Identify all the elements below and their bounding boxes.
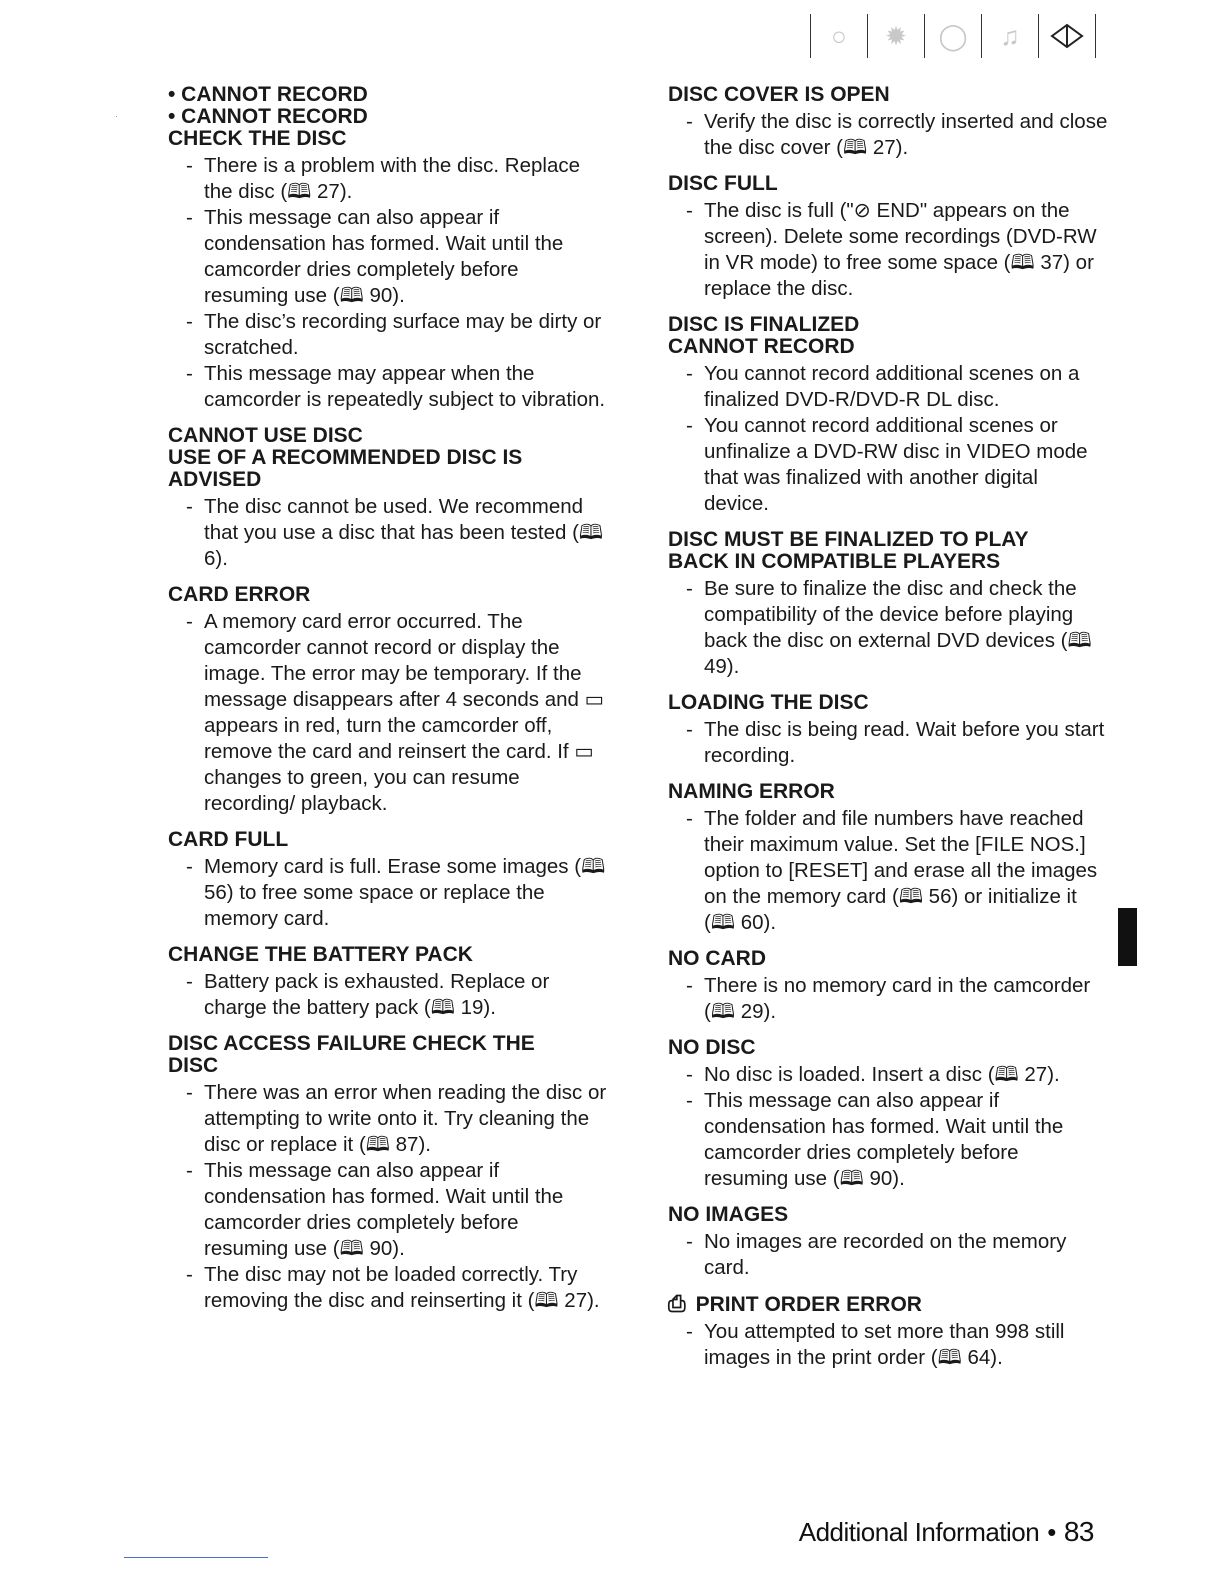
message-heading-text: ADVISED	[168, 468, 262, 491]
message-heading	[168, 447, 608, 469]
message-entry	[668, 692, 1108, 769]
message-heading-text: DISC	[168, 1054, 219, 1077]
message-heading-text: DISC IS FINALIZED	[668, 313, 860, 336]
message-heading	[668, 173, 1108, 195]
left-column	[168, 84, 608, 1326]
scan-speck	[116, 116, 117, 117]
message-heading	[168, 584, 608, 606]
message-heading-text: CHANGE THE BATTERY PACK	[168, 943, 473, 966]
camera-icon[interactable]: ○	[810, 14, 867, 58]
message-entry	[168, 84, 608, 413]
message-heading	[668, 1204, 1108, 1226]
message-entry	[668, 1204, 1108, 1281]
explanation-item: - No images are recorded on the memory card.	[668, 1229, 1108, 1281]
explanation-item: - There is a problem with the disc. Replace the disc (🕮 27).	[168, 153, 608, 205]
message-explanations	[668, 109, 1108, 161]
footer-bullet: •	[1047, 1517, 1056, 1547]
book-icon-graphic	[1049, 22, 1085, 50]
message-heading	[668, 314, 1108, 336]
message-explanations	[668, 1229, 1108, 1281]
message-explanations	[668, 717, 1108, 769]
explanation-item: - You attempted to set more than 998 still images in the print order (🕮 64).	[668, 1319, 1108, 1371]
message-entry	[668, 314, 1108, 517]
message-entry	[168, 584, 608, 817]
message-heading-text: LOADING THE DISC	[668, 691, 869, 714]
message-heading	[168, 106, 608, 128]
explanation-item: - Verify the disc is correctly inserted and close the disc cover (🕮 27).	[668, 109, 1108, 161]
explanation-item: - Battery pack is exhausted. Replace or charge the battery pack (🕮 19).	[168, 969, 608, 1021]
message-heading-text: DISC FULL	[668, 172, 778, 195]
message-heading	[168, 84, 608, 106]
message-entry	[668, 781, 1108, 936]
message-heading	[668, 1037, 1108, 1059]
printer-icon: ⎙	[668, 1291, 686, 1316]
message-entry	[168, 829, 608, 932]
explanation-item: - There was an error when reading the disc or attempting to write onto it. Try cleaning the disc or replace it (🕮 87).	[168, 1080, 608, 1158]
settings-icon[interactable]: ✹	[867, 14, 924, 58]
disc-icon[interactable]: ◯	[924, 14, 981, 58]
message-explanations	[168, 1080, 608, 1314]
explanation-item: - A memory card error occurred. The camcorder cannot record or display the image. The error may be temporary. If the message disappears after 4 seconds and ▭ appears in red, turn the camcorder off, remove the card and reinsert the card. If ▭ changes to green, you can resume recording/ playback.	[168, 609, 608, 817]
explanation-item: - You cannot record additional scenes or unfinalize a DVD-RW disc in VIDEO mode that was finalized with another digital device.	[668, 413, 1108, 517]
message-explanations	[668, 806, 1108, 936]
explanation-item: - This message can also appear if condensation has formed. Wait until the camcorder dries completely before resuming use (🕮 90).	[168, 1158, 608, 1262]
message-heading	[168, 829, 608, 851]
message-heading	[168, 425, 608, 447]
message-explanations	[168, 609, 608, 817]
message-entry	[668, 1037, 1108, 1192]
message-explanations	[668, 361, 1108, 517]
message-heading-text: DISC COVER IS OPEN	[668, 83, 890, 106]
explanation-item: - Memory card is full. Erase some images (🕮 56) to free some space or replace the memory card.	[168, 854, 608, 932]
sound-icon[interactable]: ♫	[981, 14, 1038, 58]
message-heading	[668, 336, 1108, 358]
explanation-item: - This message can also appear if condensation has formed. Wait until the camcorder dries completely before resuming use (🕮 90).	[668, 1088, 1108, 1192]
message-entry	[168, 425, 608, 572]
message-heading	[668, 948, 1108, 970]
bottom-rule	[124, 1557, 268, 1558]
message-heading	[668, 692, 1108, 714]
message-entry	[668, 173, 1108, 302]
message-heading-text: CANNOT RECORD	[668, 335, 855, 358]
message-entry	[668, 948, 1108, 1025]
message-heading	[668, 551, 1108, 573]
message-heading	[668, 84, 1108, 106]
section-icon-tabs	[810, 0, 1096, 58]
message-explanations	[668, 576, 1108, 680]
message-heading	[168, 1033, 608, 1055]
explanation-item: - This message can also appear if condensation has formed. Wait until the camcorder dries completely before resuming use (🕮 90).	[168, 205, 608, 309]
message-entry	[668, 84, 1108, 161]
message-heading	[168, 944, 608, 966]
explanation-item: - The folder and file numbers have reached their maximum value. Set the [FILE NOS.] option to [RESET] and erase all the images on the memory card (🕮 56) or initialize it (🕮 60).	[668, 806, 1108, 936]
message-heading	[168, 1055, 608, 1077]
right-column	[668, 84, 1108, 1383]
explanation-item: - The disc cannot be used. We recommend that you use a disc that has been tested (🕮 6).	[168, 494, 608, 572]
message-explanations	[168, 854, 608, 932]
explanation-item: - The disc is being read. Wait before you start recording.	[668, 717, 1108, 769]
message-explanations	[668, 973, 1108, 1025]
chapter-tab-marker	[1118, 908, 1137, 966]
message-heading-text: NAMING ERROR	[668, 780, 835, 803]
explanation-item: - There is no memory card in the camcorder (🕮 29).	[668, 973, 1108, 1025]
message-heading-text: DISC MUST BE FINALIZED TO PLAY	[668, 528, 1029, 551]
message-entry	[668, 529, 1108, 680]
message-heading-text: BACK IN COMPATIBLE PLAYERS	[668, 550, 1001, 573]
message-heading	[668, 529, 1108, 551]
explanation-item: - Be sure to finalize the disc and check the compatibility of the device before playing back the disc on external DVD devices (🕮 49).	[668, 576, 1108, 680]
message-heading-text: NO DISC	[668, 1036, 756, 1059]
message-heading	[668, 781, 1108, 803]
message-entry	[168, 1033, 608, 1314]
message-entry	[168, 944, 608, 1021]
explanation-item: - The disc is full ("⊘ END" appears on the screen). Delete some recordings (DVD-RW in VR mode) to free some space (🕮 37) or replace the disc.	[668, 198, 1108, 302]
message-heading	[668, 1293, 1108, 1316]
explanation-item: - This message may appear when the camcorder is repeatedly subject to vibration.	[168, 361, 608, 413]
message-heading-text: DISC ACCESS FAILURE CHECK THE	[168, 1032, 535, 1055]
message-heading-text: • CANNOT RECORD	[168, 105, 368, 128]
footer-section-title: Additional Information	[798, 1517, 1040, 1547]
message-explanations	[168, 969, 608, 1021]
page-footer	[799, 1516, 1094, 1548]
message-heading-text: CARD FULL	[168, 828, 289, 851]
explanation-item: - You cannot record additional scenes on a finalized DVD-R/DVD-R DL disc.	[668, 361, 1108, 413]
message-heading	[168, 128, 608, 150]
message-explanations	[168, 494, 608, 572]
book-icon[interactable]	[1038, 14, 1096, 58]
message-explanations	[668, 1062, 1108, 1192]
message-heading-text: USE OF A RECOMMENDED DISC IS	[168, 446, 523, 469]
message-heading-text: CARD ERROR	[168, 583, 311, 606]
message-entry	[668, 1293, 1108, 1371]
message-heading-text: NO IMAGES	[668, 1203, 789, 1226]
explanation-item: - The disc’s recording surface may be dirty or scratched.	[168, 309, 608, 361]
message-heading-text: NO CARD	[668, 947, 766, 970]
message-heading-text: PRINT ORDER ERROR	[695, 1293, 922, 1316]
explanation-item: - No disc is loaded. Insert a disc (🕮 27).	[668, 1062, 1108, 1088]
message-explanations	[668, 1319, 1108, 1371]
explanation-item: - The disc may not be loaded correctly. Try removing the disc and reinserting it (🕮 27).	[168, 1262, 608, 1314]
message-heading-text: • CANNOT RECORD	[168, 83, 368, 106]
message-explanations	[668, 198, 1108, 302]
message-heading-text: CHECK THE DISC	[168, 127, 347, 150]
page-number: 83	[1063, 1516, 1094, 1547]
message-heading	[168, 469, 608, 491]
message-heading-text: CANNOT USE DISC	[168, 424, 363, 447]
message-explanations	[168, 153, 608, 413]
